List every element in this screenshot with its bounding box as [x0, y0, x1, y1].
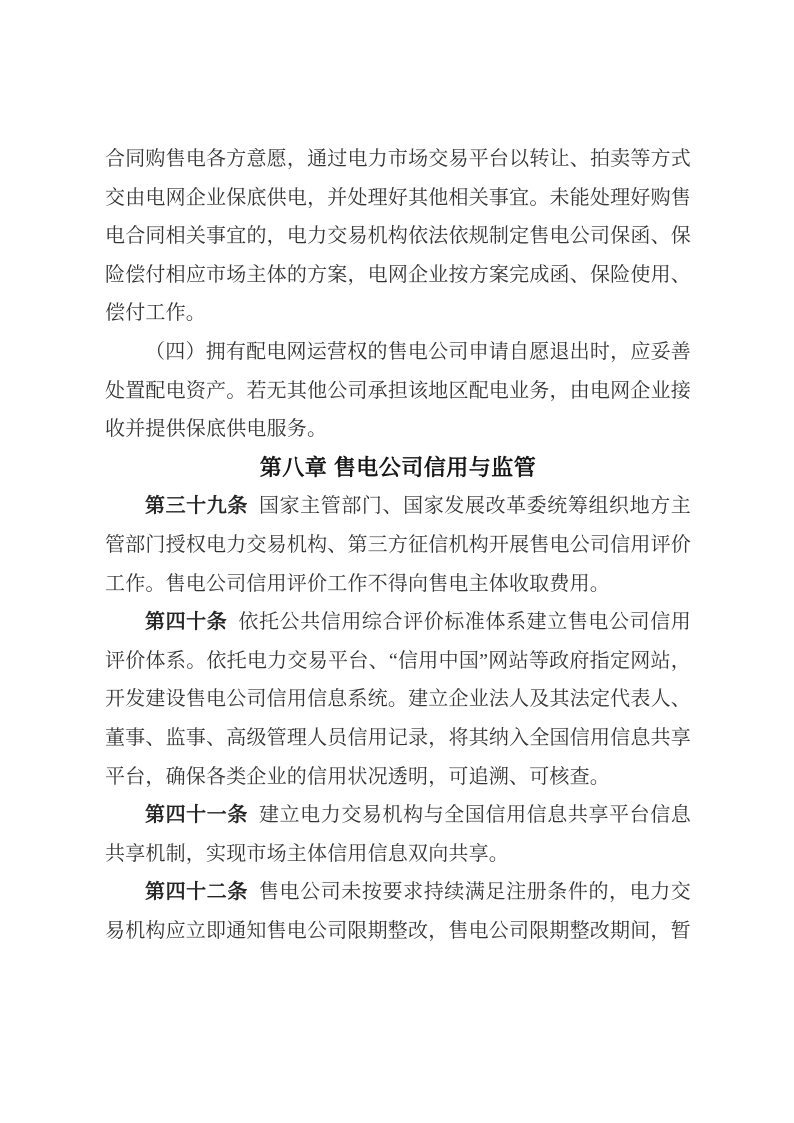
- article-40-paragraph: [105, 603, 691, 796]
- article-42-text: 售电公司未按要求持续满足注册条件的，电力交易机构应立即通知售电公司限期整改，售电公司限期整改期间，暂: [105, 881, 692, 942]
- paragraph-continuation: 合同购售电各方意愿，通过电力市场交易平台以转让、拍卖等方式交由电网企业保底供电，并处理好其他相关事宜。未能处理好购售电合同相关事宜的，电力交易机构依法依规制定售电公司保函、保险偿付相应市场主体的方案，电网企业按方案完成函、保险使用、偿付工作。: [105, 148, 691, 325]
- article-41-text: 建立电力交易机构与全国信用信息共享平台信息共享机制，实现市场主体信用信息双向共享。: [105, 804, 692, 865]
- article-40-number: 第四十条: [145, 611, 228, 634]
- article-39-text: 国家主管部门、国家发展改革委统筹组织地方主管部门授权电力交易机构、第三方征信机构开展售电公司信用评价工作。售电公司信用评价工作不得向售电主体收取费用。: [105, 495, 692, 595]
- article-41-number: 第四十一条: [145, 804, 248, 827]
- text-column: [105, 140, 691, 950]
- article-40-text: 依托公共信用综合评价标准体系建立售电公司信用评价体系。依托电力交易平台、“信用中国”网站等政府指定网站，开发建设售电公司信用信息系统。建立企业法人及其法定代表人、董事、监事、高级管理人员信用记录，将其纳入全国信用信息共享平台，确保各类企业的信用状况透明，可追溯、可核查。: [105, 611, 691, 788]
- article-41-paragraph: [105, 796, 691, 873]
- article-42-number: 第四十二条: [145, 881, 248, 904]
- chapter-heading: 第八章 售电公司信用与监管: [259, 454, 537, 480]
- article-39-number: 第三十九条: [145, 495, 248, 518]
- article-42-paragraph: [105, 873, 691, 950]
- paragraph-item-four: （四）拥有配电网运营权的售电公司申请自愿退出时，应妥善处置配电资产。若无其他公司承担该地区配电业务，由电网企业接收并提供保底供电服务。: [105, 340, 691, 441]
- article-39-paragraph: [105, 487, 691, 603]
